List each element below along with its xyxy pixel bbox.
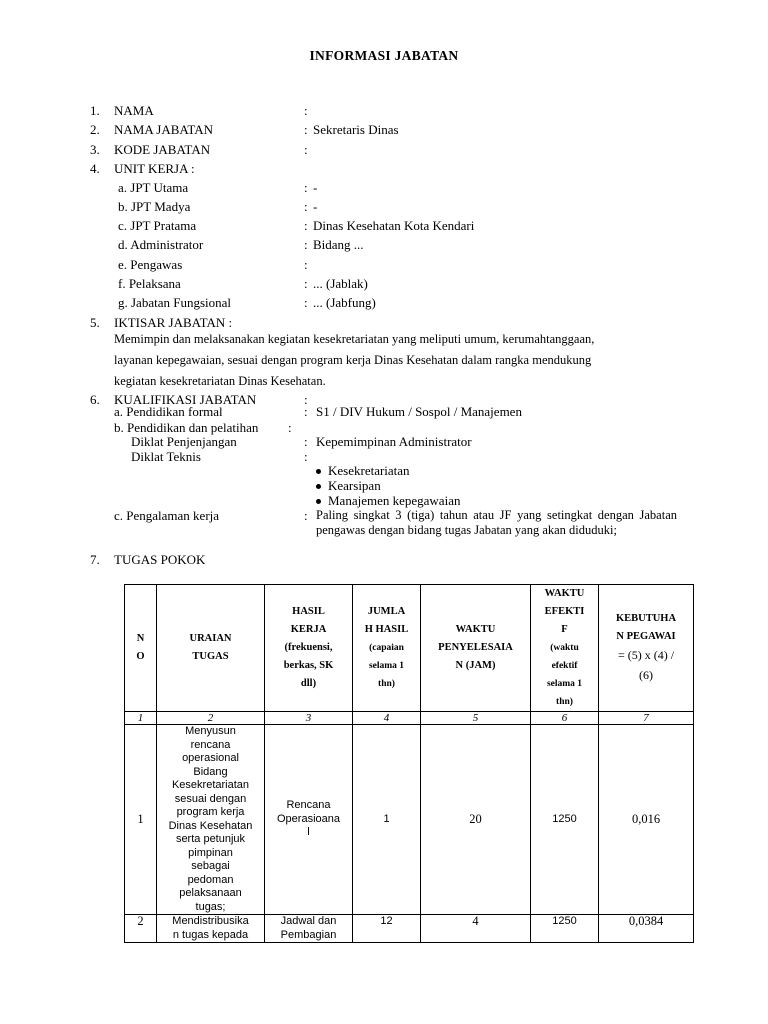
field-colon: : [304, 449, 308, 464]
diklat-teknis-text: Kesekretariatan [328, 463, 410, 478]
header-kebutuhan-pegawai: KEBUTUHA N PEGAWAI = (5) x (4) / (6) [599, 585, 694, 712]
section-number: 5. [90, 315, 100, 330]
unit-kerja-label: f. Pelaksana [118, 276, 181, 291]
index-cell: 6 [531, 712, 599, 725]
field-colon: : [304, 392, 308, 407]
unit-kerja-label: c. JPT Pratama [118, 218, 197, 233]
diklat-teknis-text: Kearsipan [328, 478, 381, 493]
field-colon: : [304, 122, 308, 137]
cell-no: 1 [125, 725, 157, 915]
header-waktu-penyelesaian: WAKTU PENYELESAIA N (JAM) [421, 585, 531, 712]
field-colon: : [304, 257, 308, 272]
cell-waktu-penyelesaian: 4 [421, 915, 531, 943]
pendidikan-formal-value: S1 / DIV Hukum / Sospol / Manajemen [316, 404, 522, 419]
unit-kerja-label: g. Jabatan Fungsional [118, 295, 232, 310]
cell-jumlah-hasil: 12 [353, 915, 421, 943]
cell-hasil-kerja: Rencana Operasioana l [265, 725, 353, 915]
table-header-row [125, 585, 694, 712]
diklat-penjenjangan-label: Diklat Penjenjangan [131, 434, 237, 449]
diklat-penjenjangan-value: Kepemimpinan Administrator [316, 434, 472, 449]
unit-kerja-value: Bidang ... [313, 237, 364, 252]
field-label: NAMA [114, 103, 154, 118]
field-colon: : [304, 276, 308, 291]
header-jumlah-hasil: JUMLA H HASIL (capaian selama 1 thn) [353, 585, 421, 712]
field-colon: : [304, 199, 308, 214]
unit-kerja-label: e. Pengawas [118, 257, 183, 272]
cell-waktu-penyelesaian: 20 [421, 725, 531, 915]
field-label: KODE JABATAN [114, 142, 211, 157]
cell-kebutuhan-pegawai: 0,0384 [599, 915, 694, 943]
section-label: TUGAS POKOK [114, 552, 206, 567]
cell-jumlah-hasil: 1 [353, 725, 421, 915]
field-label: NAMA JABATAN [114, 122, 213, 137]
cell-uraian: Menyusun rencana operasional Bidang Kesekretariatan sesuai dengan program kerja Dinas Kesehatan serta petunjuk pimpinan sebagai pedoman pelaksanaan tugas; [157, 725, 265, 915]
section-number: 6. [90, 392, 100, 407]
cell-waktu-efektif: 1250 [531, 725, 599, 915]
table-row [125, 915, 694, 943]
bullet-icon [316, 484, 321, 489]
index-cell: 4 [353, 712, 421, 725]
field-colon: : [304, 508, 308, 523]
field-colon: : [304, 142, 308, 157]
table-row [125, 725, 694, 915]
index-cell: 2 [157, 712, 265, 725]
field-number: 4. [90, 161, 100, 176]
unit-kerja-value: ... (Jablak) [313, 276, 368, 291]
field-value: Sekretaris Dinas [313, 122, 399, 137]
pengalaman-value: Paling singkat 3 (tiga) tahun atau JF yang setingkat dengan Jabatan pengawas dengan bidang tugas Jabatan yang akan diduduki; [316, 508, 677, 537]
field-number: 1. [90, 103, 100, 118]
table-index-row [125, 712, 694, 725]
bullet-icon [316, 499, 321, 504]
unit-kerja-value: ... (Jabfung) [313, 295, 376, 310]
cell-waktu-efektif: 1250 [531, 915, 599, 943]
field-colon: : [304, 218, 308, 233]
header-waktu-efektif: WAKTU EFEKTI F (waktu efektif selama 1 thn) [531, 585, 599, 712]
field-number: 2. [90, 122, 100, 137]
diklat-teknis-label: Diklat Teknis [131, 449, 201, 464]
index-cell: 7 [599, 712, 694, 725]
tugas-pokok-table [124, 584, 694, 943]
diklat-teknis-item [316, 478, 381, 493]
section-label: IKTISAR JABATAN : [114, 315, 233, 330]
field-label: UNIT KERJA : [114, 161, 195, 176]
field-colon: : [288, 420, 292, 435]
unit-kerja-label: a. JPT Utama [118, 180, 189, 195]
field-colon: : [304, 237, 308, 252]
pelatihan-label: b. Pendidikan dan pelatihan [114, 420, 259, 435]
unit-kerja-label: b. JPT Madya [118, 199, 191, 214]
field-colon: : [304, 404, 308, 419]
unit-kerja-value: - [313, 199, 318, 214]
header-hasil-kerja: HASIL KERJA (frekuensi, berkas, SK dll) [265, 585, 353, 712]
unit-kerja-value: Dinas Kesehatan Kota Kendari [313, 218, 475, 233]
field-colon: : [304, 103, 308, 118]
section-label: KUALIFIKASI JABATAN [114, 392, 257, 407]
field-colon: : [304, 295, 308, 310]
ikhtisar-line: layanan kepegawaian, sesuai dengan program kerja Dinas Kesehatan dalam rangka mendukung [114, 353, 592, 367]
cell-hasil-kerja: Jadwal dan Pembagian [265, 915, 353, 943]
field-colon: : [304, 434, 308, 449]
diklat-teknis-item [316, 463, 410, 478]
ikhtisar-line: Memimpin dan melaksanakan kegiatan kesekretariatan yang meliputi umum, kerumahtanggaan, [114, 332, 595, 346]
pengalaman-label: c. Pengalaman kerja [114, 508, 220, 523]
ikhtisar-line: kegiatan kesekretariatan Dinas Kesehatan. [114, 374, 326, 388]
index-cell: 1 [125, 712, 157, 725]
unit-kerja-value: - [313, 180, 318, 195]
section-number: 7. [90, 552, 100, 567]
index-cell: 3 [265, 712, 353, 725]
field-colon: : [304, 180, 308, 195]
diklat-teknis-item [316, 493, 460, 508]
index-cell: 5 [421, 712, 531, 725]
cell-no: 2 [125, 915, 157, 943]
diklat-teknis-text: Manajemen kepegawaian [328, 493, 461, 508]
field-number: 3. [90, 142, 100, 157]
cell-kebutuhan-pegawai: 0,016 [599, 725, 694, 915]
bullet-icon [316, 469, 321, 474]
page-title: INFORMASI JABATAN [309, 48, 459, 63]
pendidikan-formal-label: a. Pendidikan formal [114, 404, 223, 419]
header-uraian: URAIAN TUGAS [157, 585, 265, 712]
unit-kerja-label: d. Administrator [118, 237, 204, 252]
cell-uraian: Mendistribusika n tugas kepada [157, 915, 265, 943]
header-no: N O [125, 585, 157, 712]
